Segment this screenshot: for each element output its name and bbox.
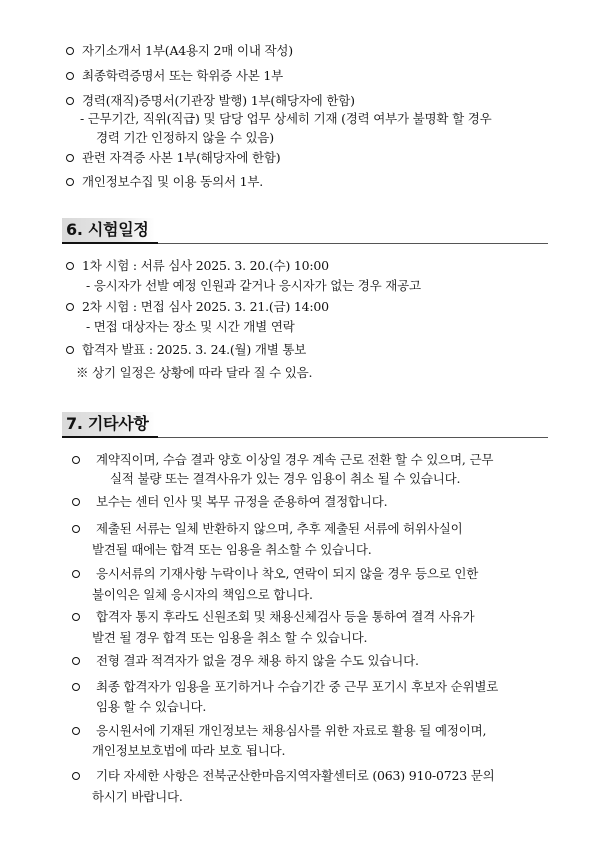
notice-item-continued: 발견 될 경우 합격 또는 임용을 취소 할 수 있습니다. <box>92 630 368 645</box>
notice-item-continued: 실적 불량 또는 결격사유가 있는 경우 임용이 취소 될 수 있습니다. <box>110 471 461 486</box>
list-item-detail: - 근무기간, 직위(직급) 및 담당 업무 상세히 기재 (경력 여부가 불명확 할 경우 <box>80 111 492 126</box>
schedule-item: 2차 시험 : 면접 심사 2025. 3. 21.(금) 14:00 <box>82 299 329 314</box>
bullet-circle-icon <box>66 154 74 162</box>
list-item: 자기소개서 1부(A4용지 2매 이내 작성) <box>82 43 293 58</box>
notice-item: 최종 합격자가 임용을 포기하거나 수습기간 중 근무 포기시 후보자 순위별로 <box>96 679 499 694</box>
schedule-item-detail: - 응시자가 선발 예정 인원과 같거나 응시자가 없는 경우 재공고 <box>86 278 421 293</box>
section-title: 6. 시험일정 <box>62 218 155 242</box>
section-divider <box>158 437 548 438</box>
bullet-circle-icon <box>66 346 74 354</box>
bullet-circle-icon <box>72 456 80 464</box>
notice-item: 계약직이며, 수습 결과 양호 이상일 경우 계속 근로 전환 할 수 있으며, 근무 <box>96 452 494 467</box>
bullet-circle-icon <box>66 178 74 186</box>
list-item: 개인정보수집 및 이용 동의서 1부. <box>82 174 263 189</box>
notice-item-continued: 발견될 때에는 합격 또는 임용을 취소할 수 있습니다. <box>92 542 372 557</box>
bullet-circle-icon <box>72 525 80 533</box>
list-item-detail: 경력 기간 인정하지 않을 수 있음) <box>96 130 274 145</box>
list-item: 관련 자격증 사본 1부(해당자에 한함) <box>82 150 281 165</box>
list-item: 최종학력증명서 또는 학위증 사본 1부 <box>82 68 283 83</box>
notice-item: 보수는 센터 인사 및 복무 규정을 준용하여 결정합니다. <box>96 494 388 509</box>
section-underline <box>62 436 158 438</box>
bullet-circle-icon <box>72 613 80 621</box>
section-divider <box>158 243 548 244</box>
bullet-circle-icon <box>72 683 80 691</box>
bullet-circle-icon <box>66 262 74 270</box>
notice-item-continued: 불이익은 일체 응시자의 책임으로 합니다. <box>92 587 313 602</box>
bullet-circle-icon <box>66 47 74 55</box>
notice-item: 제출된 서류는 일체 반환하지 않으며, 추후 제출된 서류에 허위사실이 <box>96 521 463 536</box>
bullet-circle-icon <box>72 657 80 665</box>
schedule-item: 1차 시험 : 서류 심사 2025. 3. 20.(수) 10:00 <box>82 258 329 273</box>
schedule-item: 합격자 발표 : 2025. 3. 24.(월) 개별 통보 <box>82 342 307 357</box>
bullet-circle-icon <box>66 72 74 80</box>
notice-item-continued: 개인정보보호법에 따라 보호 됩니다. <box>92 743 286 758</box>
notice-item: 전형 결과 적격자가 없을 경우 채용 하지 않을 수도 있습니다. <box>96 653 419 668</box>
notice-item-continued: 하시기 바랍니다. <box>92 789 183 804</box>
bullet-circle-icon <box>66 97 74 105</box>
schedule-item-detail: - 면접 대상자는 장소 및 시간 개별 연락 <box>86 319 295 334</box>
schedule-note: ※ 상기 일정은 상황에 따라 달라 질 수 있음. <box>76 365 313 380</box>
section-underline <box>62 242 158 244</box>
bullet-circle-icon <box>72 772 80 780</box>
notice-item-continued: 임용 할 수 있습니다. <box>96 699 207 714</box>
notice-item: 합격자 통지 후라도 신원조회 및 채용신체검사 등을 통하여 결격 사유가 <box>96 609 475 624</box>
section-title: 7. 기타사항 <box>62 412 155 436</box>
notice-item: 기타 자세한 사항은 전북군산한마음지역자활센터로 (063) 910-0723 문의 <box>96 768 495 783</box>
notice-item: 응시서류의 기재사항 누락이나 착오, 연락이 되지 않을 경우 등으로 인한 <box>96 566 479 581</box>
list-item: 경력(재직)증명서(기관장 발행) 1부(해당자에 한함) <box>82 93 355 108</box>
bullet-circle-icon <box>72 498 80 506</box>
notice-item: 응시원서에 기재된 개인정보는 채용심사를 위한 자료로 활용 될 예정이며, <box>96 723 487 738</box>
bullet-circle-icon <box>66 303 74 311</box>
bullet-circle-icon <box>72 727 80 735</box>
bullet-circle-icon <box>72 570 80 578</box>
